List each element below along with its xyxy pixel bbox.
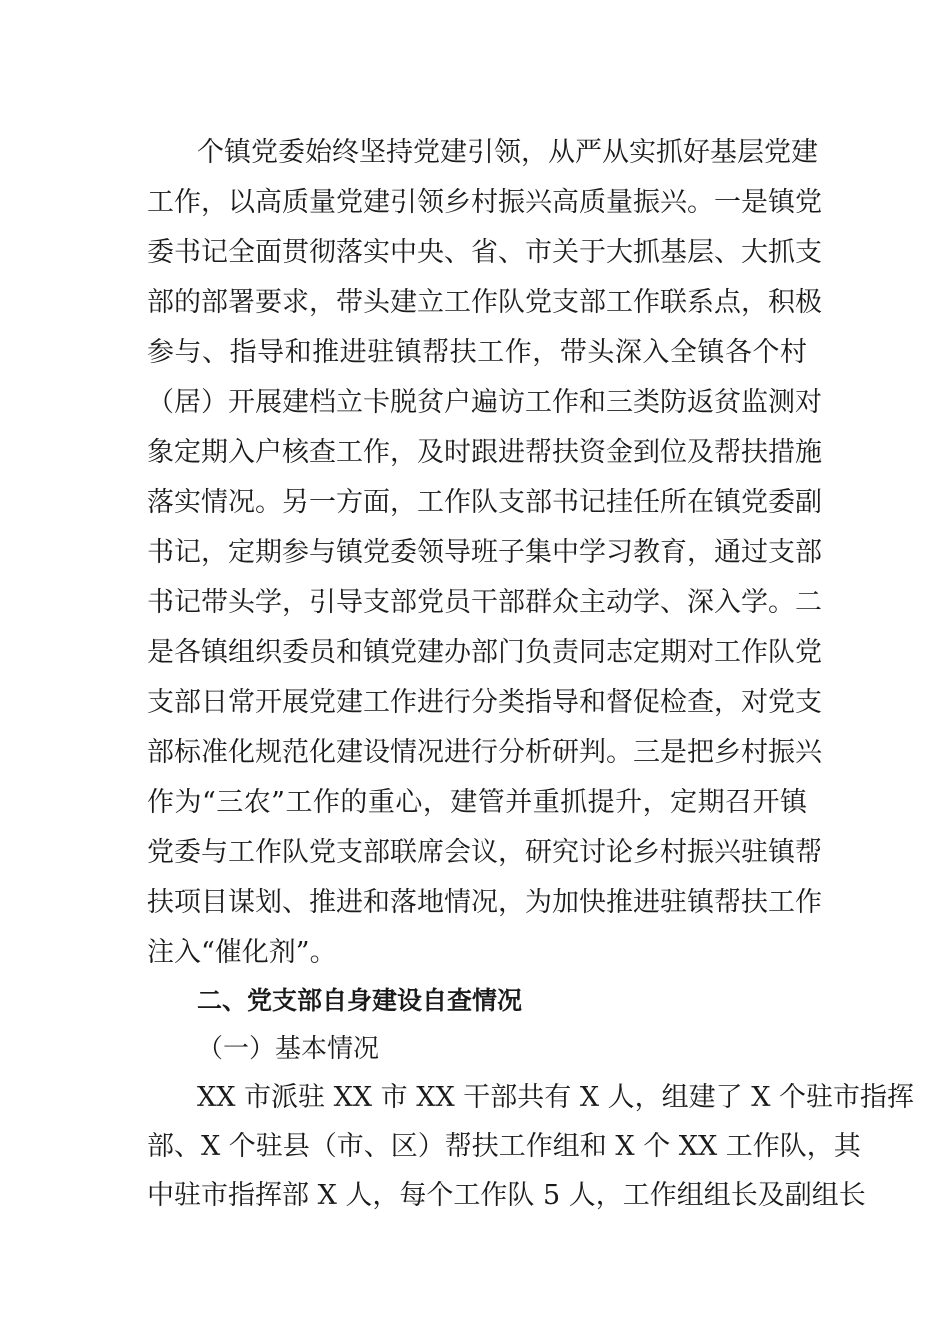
paragraph-1-line-9: 书记，定期参与镇党委领导班子集中学习教育，通过支部	[147, 537, 822, 568]
paragraph-1-line-15: 党委与工作队党支部联席会议，研究讨论乡村振兴驻镇帮	[147, 837, 822, 868]
section-heading: 二、党支部自身建设自查情况	[197, 986, 523, 1015]
paragraph-2-line-3: 中驻市指挥部 X 人，每个工作队 5 人，工作组组长及副组长	[147, 1180, 866, 1211]
paragraph-1-line-14: 作为“三农”工作的重心，建管并重抓提升，定期召开镇	[147, 787, 807, 818]
paragraph-2-line-1: XX 市派驻 XX 市 XX 干部共有 X 人，组建了 X 个驻市指挥	[197, 1082, 915, 1113]
paragraph-1-line-16: 扶项目谋划、推进和落地情况，为加快推进驻镇帮扶工作	[147, 887, 822, 918]
paragraph-1-line-1: 个镇党委始终坚持党建引领，从严从实抓好基层党建	[197, 137, 818, 168]
paragraph-1-line-5: 参与、指导和推进驻镇帮扶工作，带头深入全镇各个村	[147, 337, 807, 368]
paragraph-1-line-17: 注入“催化剂”。	[147, 937, 337, 968]
paragraph-1-line-6: （居）开展建档立卡脱贫户遍访工作和三类防返贫监测对	[147, 387, 822, 418]
paragraph-1-line-4: 部的部署要求，带头建立工作队党支部工作联系点，积极	[147, 287, 822, 318]
paragraph-1-line-11: 是各镇组织委员和镇党建办部门负责同志定期对工作队党	[147, 637, 822, 668]
paragraph-1-line-2: 工作，以高质量党建引领乡村振兴高质量振兴。一是镇党	[147, 187, 822, 218]
paragraph-1-line-13: 部标准化规范化建设情况进行分析研判。三是把乡村振兴	[147, 737, 822, 768]
paragraph-1-line-7: 象定期入户核查工作，及时跟进帮扶资金到位及帮扶措施	[147, 437, 822, 468]
paragraph-1-line-3: 委书记全面贯彻落实中央、省、市关于大抓基层、大抓支	[147, 237, 822, 268]
paragraph-1-line-10: 书记带头学，引导支部党员干部群众主动学、深入学。二	[147, 587, 822, 618]
paragraph-1-line-12: 支部日常开展党建工作进行分类指导和督促检查，对党支	[147, 687, 822, 718]
paragraph-1-line-8: 落实情况。另一方面，工作队支部书记挂任所在镇党委副	[147, 487, 822, 518]
subsection-heading: （一）基本情况	[197, 1034, 380, 1064]
paragraph-2-line-2: 部、X 个驻县（市、区）帮扶工作组和 X 个 XX 工作队，其	[147, 1131, 861, 1162]
